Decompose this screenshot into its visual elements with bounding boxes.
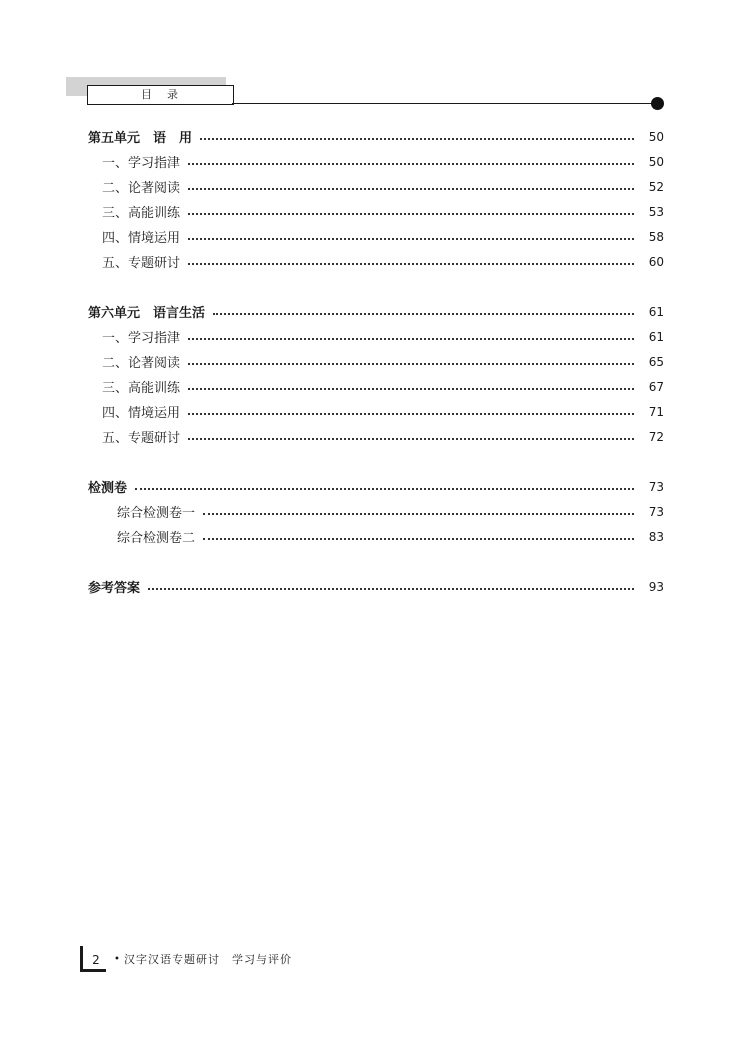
toc-dot-leader (213, 312, 634, 315)
toc-section-row[interactable] (88, 124, 664, 149)
toc-entry-row[interactable] (88, 224, 664, 249)
toc-page-number: 53 (648, 204, 664, 219)
toc-dot-leader (200, 137, 634, 140)
toc-dot-leader (188, 412, 634, 415)
toc-section-row[interactable] (88, 474, 664, 499)
toc-entry-title: 二、论著阅读 (102, 356, 181, 371)
toc-page-number: 58 (648, 229, 664, 244)
toc-page-number: 73 (648, 479, 664, 494)
footer-book-title: 汉字汉语专题研讨 学习与评价 (124, 953, 292, 966)
toc-dot-leader (188, 387, 634, 390)
toc-entry-title: 检测卷 (88, 481, 128, 496)
toc-page-number: 93 (648, 579, 664, 594)
toc-page-number: 73 (648, 504, 664, 519)
toc-entry-title: 综合检测卷二 (117, 531, 196, 546)
toc-entry-title: 参考答案 (88, 581, 141, 596)
toc-page-number: 83 (648, 529, 664, 544)
toc-dot-leader (188, 187, 634, 190)
toc-page-number: 65 (648, 354, 664, 369)
toc-entry-title: 第五单元 语 用 (88, 131, 193, 146)
toc-entry-title: 第六单元 语言生活 (88, 306, 206, 321)
toc-dot-leader (148, 587, 634, 590)
toc-page-number: 67 (648, 379, 664, 394)
toc-page-number: 50 (648, 154, 664, 169)
toc-entry-title: 四、情境运用 (102, 231, 181, 246)
toc-entry-row[interactable] (88, 424, 664, 449)
toc-section-row[interactable] (88, 299, 664, 324)
toc-entry-row[interactable] (88, 249, 664, 274)
toc-dot-leader (203, 512, 634, 515)
header-rule (232, 103, 656, 104)
toc-entry-row[interactable] (88, 174, 664, 199)
toc-entry-title: 三、高能训练 (102, 381, 181, 396)
toc-entry-row[interactable] (88, 324, 664, 349)
toc-dot-leader (188, 212, 634, 215)
toc-entry-row[interactable] (88, 399, 664, 424)
toc-entry-row[interactable] (88, 349, 664, 374)
toc-dot-leader (188, 162, 634, 165)
toc-entry-title: 一、学习指津 (102, 331, 181, 346)
toc-dot-leader (188, 237, 634, 240)
toc-header-title: 目 录 (87, 85, 234, 105)
toc-dot-leader (188, 337, 634, 340)
footer-page-number: 2 (92, 953, 100, 967)
toc-entry-title: 二、论著阅读 (102, 181, 181, 196)
toc-page-number: 61 (648, 304, 664, 319)
toc-page-number: 61 (648, 329, 664, 344)
toc-entry-title: 一、学习指津 (102, 156, 181, 171)
toc-dot-leader (188, 437, 634, 440)
toc-entry-row[interactable] (88, 374, 664, 399)
toc-entry-title: 五、专题研讨 (102, 256, 181, 271)
header-dot-ornament (651, 97, 664, 110)
toc-entry-title: 三、高能训练 (102, 206, 181, 221)
toc-entry-row[interactable] (88, 524, 664, 549)
toc-entry-title: 五、专题研讨 (102, 431, 181, 446)
toc-dot-leader (188, 262, 634, 265)
toc-page-number: 52 (648, 179, 664, 194)
toc-page-number: 72 (648, 429, 664, 444)
toc-entry-title: 四、情境运用 (102, 406, 181, 421)
toc-section-row[interactable] (88, 574, 664, 599)
toc-entry-row[interactable] (88, 199, 664, 224)
toc-entry-row[interactable] (88, 499, 664, 524)
toc-page-number: 50 (648, 129, 664, 144)
footer-bullet: • (114, 954, 120, 965)
toc-dot-leader (203, 537, 634, 540)
toc-dot-leader (188, 362, 634, 365)
toc-page-number: 60 (648, 254, 664, 269)
toc-entry-title: 综合检测卷一 (117, 506, 196, 521)
table-of-contents (88, 124, 664, 599)
toc-entry-row[interactable] (88, 149, 664, 174)
toc-dot-leader (135, 487, 634, 490)
toc-page-number: 71 (648, 404, 664, 419)
